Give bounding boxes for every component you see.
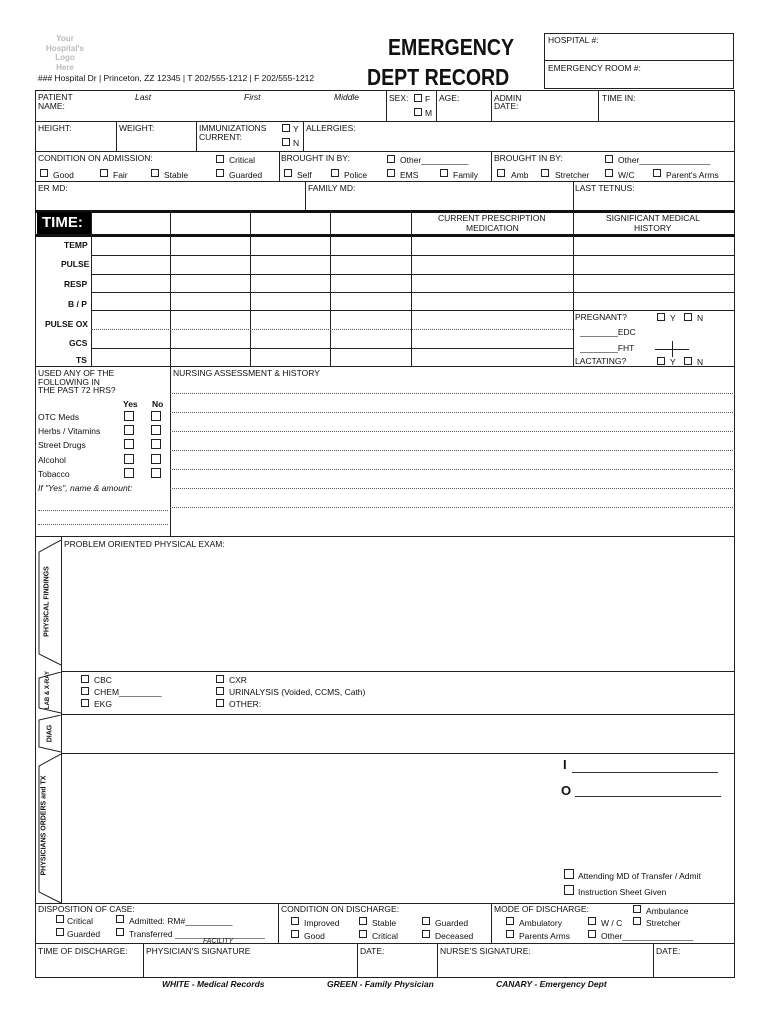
footer-canary-copy: CANARY - Emergency Dept <box>496 979 607 989</box>
dispo-guarded-checkbox[interactable] <box>56 928 64 936</box>
date-label: DATE: <box>360 946 385 956</box>
cbc-label: CBC <box>94 675 112 685</box>
critical-discharge-checkbox[interactable] <box>359 930 367 938</box>
admin-date-label: DATE: <box>494 101 519 111</box>
ambulatory-label: Ambulatory <box>519 918 562 928</box>
lactating-label: LACTATING? <box>575 356 627 366</box>
parents-arms-discharge-label: Parents Arms <box>519 931 571 941</box>
other-lab-checkbox[interactable] <box>216 699 224 707</box>
pregnant-y-label: Y <box>670 313 676 323</box>
sex-m-label: M <box>425 108 433 118</box>
height-label: HEIGHT: <box>38 123 72 133</box>
disposition-label: DISPOSITION OF CASE: <box>38 904 135 914</box>
herbs-no-checkbox[interactable] <box>151 425 161 435</box>
output-label: O <box>561 783 572 798</box>
sex-f-label: F <box>425 94 431 104</box>
footer-green-copy: GREEN - Family Physician <box>327 979 434 989</box>
fair-label: Fair <box>113 170 128 180</box>
logo-line: Hospital's <box>46 43 84 53</box>
dispo-critical-checkbox[interactable] <box>56 915 64 923</box>
diag-tab-label: DIAG <box>46 724 54 743</box>
other2-label: Other_______________ <box>618 155 711 165</box>
self-checkbox[interactable] <box>284 169 292 177</box>
improved-checkbox[interactable] <box>291 917 299 925</box>
alcohol-no-checkbox[interactable] <box>151 454 161 464</box>
ts-label: TS <box>76 355 87 365</box>
tobacco-label: Tobacco <box>38 469 70 479</box>
parents-arms-label: Parent's Arms <box>666 170 719 180</box>
immun-y-label: Y <box>293 124 299 134</box>
critical-discharge-label: Critical <box>372 931 398 941</box>
time-in-label: TIME IN: <box>602 93 636 103</box>
immunizations-label: CURRENT: <box>199 132 242 142</box>
fht-label: ________FHT <box>580 343 635 353</box>
fair-checkbox[interactable] <box>100 169 108 177</box>
sex-f-checkbox[interactable] <box>414 94 422 102</box>
history-header: SIGNIFICANT MEDICAL <box>606 213 700 223</box>
dispo-critical-label: Critical <box>67 916 93 926</box>
ambulance-checkbox[interactable] <box>633 905 641 913</box>
patient-label: NAME: <box>38 101 65 111</box>
allergies-label: ALLERGIES: <box>306 123 356 133</box>
good-discharge-label: Good <box>304 931 325 941</box>
herbs-yes-checkbox[interactable] <box>124 425 134 435</box>
admitted-checkbox[interactable] <box>116 915 124 923</box>
xray-tab-text: X-RAY <box>45 670 51 690</box>
yes-column-label: Yes <box>123 399 138 409</box>
wc-checkbox[interactable] <box>605 169 613 177</box>
edc-label: ________EDC <box>580 327 636 337</box>
condition-discharge-label: CONDITION ON DISCHARGE: <box>281 904 400 914</box>
chem-label: CHEM_________ <box>94 687 162 697</box>
stretcher-checkbox[interactable] <box>541 169 549 177</box>
urinalysis-label: URINALYSIS (Voided, CCMS, Cath) <box>229 687 366 697</box>
otc-yes-checkbox[interactable] <box>124 411 134 421</box>
facility-label: FACILITY <box>203 938 234 945</box>
physical-findings-tab-label: PHYSICAL FINDINGS <box>43 566 51 637</box>
logo-line: Here <box>56 62 74 72</box>
other2-checkbox[interactable] <box>605 155 613 163</box>
critical-label: Critical <box>229 155 255 165</box>
immun-n-label: N <box>293 138 300 148</box>
ekg-checkbox[interactable] <box>81 699 89 707</box>
pulse-ox-label: PULSE OX <box>45 319 88 329</box>
hospital-number-label: HOSPITAL #: <box>548 35 599 45</box>
other-discharge-checkbox[interactable] <box>588 930 596 938</box>
logo-line: Logo <box>55 53 75 63</box>
otc-no-checkbox[interactable] <box>151 411 161 421</box>
family-label: Family <box>453 170 479 180</box>
brought-in-by-label-2: BROUGHT IN BY: <box>494 153 563 163</box>
brought-in-by-label: BROUGHT IN BY: <box>281 153 350 163</box>
bp-label: B / P <box>68 299 87 309</box>
rx-header: MEDICATION <box>466 223 519 233</box>
alcohol-yes-checkbox[interactable] <box>124 454 134 464</box>
parents-arms-checkbox[interactable] <box>653 169 661 177</box>
attending-md-label: Attending MD of Transfer / Admit <box>578 871 701 881</box>
physician-signature-label: PHYSICIAN'S SIGNATURE <box>146 946 251 956</box>
gcs-label: GCS <box>69 338 88 348</box>
last-name-label: Last <box>135 92 152 102</box>
ems-label: EMS <box>400 170 419 180</box>
admin-date-label: ADMIN <box>494 93 522 103</box>
critical-checkbox[interactable] <box>216 155 224 163</box>
physicians-orders-tab-label: PHYSICIANS ORDERS and TX <box>40 775 48 876</box>
rx-header: CURRENT PRESCRIPTION <box>438 213 546 223</box>
street-no-checkbox[interactable] <box>151 439 161 449</box>
lab-xray-tab-label <box>45 670 51 710</box>
otc-meds-label: OTC Meds <box>38 412 80 422</box>
stretcher-discharge-checkbox[interactable] <box>633 917 641 925</box>
family-checkbox[interactable] <box>440 169 448 177</box>
intake-label: I <box>563 757 567 772</box>
guarded-checkbox[interactable] <box>216 169 224 177</box>
age-label: AGE: <box>439 93 460 103</box>
physicians-orders-tab <box>35 754 62 904</box>
middle-name-label: Middle <box>334 92 360 102</box>
time-of-discharge-label: TIME OF DISCHARGE: <box>38 946 128 956</box>
ambulatory-checkbox[interactable] <box>506 917 514 925</box>
stretcher-discharge-label: Stretcher <box>646 918 681 928</box>
alcohol-label: Alcohol <box>38 455 66 465</box>
sex-m-checkbox[interactable] <box>414 108 422 116</box>
stretcher-label: Stretcher <box>555 170 590 180</box>
date-label-2: DATE: <box>656 946 681 956</box>
improved-label: Improved <box>304 918 340 928</box>
stable-discharge-checkbox[interactable] <box>359 917 367 925</box>
condition-admission-label: CONDITION ON ADMISSION: <box>38 153 153 163</box>
street-drugs-label: Street Drugs <box>38 440 86 450</box>
guarded-label: Guarded <box>229 170 263 180</box>
cxr-label: CXR <box>229 675 247 685</box>
instruction-sheet-checkbox[interactable] <box>564 885 574 895</box>
lab-tab-text: LAB & <box>45 690 51 710</box>
nursing-assessment-label: NURSING ASSESSMENT & HISTORY <box>173 368 320 378</box>
stable-label: Stable <box>164 170 189 180</box>
self-label: Self <box>297 170 312 180</box>
amb-label: Amb <box>511 170 529 180</box>
wc-discharge-checkbox[interactable] <box>588 917 596 925</box>
immunizations-label: IMMUNIZATIONS <box>199 123 267 133</box>
used-any-label: THE PAST 72 HRS? <box>38 385 116 395</box>
pulse-label: PULSE <box>61 259 90 269</box>
form-title-line2: DEPT RECORD <box>367 64 510 90</box>
other-discharge-label: Other_______________ <box>601 931 694 941</box>
other-label: Other__________ <box>400 155 469 165</box>
good-discharge-checkbox[interactable] <box>291 930 299 938</box>
urinalysis-checkbox[interactable] <box>216 687 224 695</box>
last-tetnus-label: LAST TETNUS: <box>575 183 635 193</box>
other-lab-label: OTHER: <box>229 699 262 709</box>
tobacco-no-checkbox[interactable] <box>151 468 161 478</box>
ems-checkbox[interactable] <box>387 169 395 177</box>
lactating-y-label: Y <box>670 357 676 367</box>
parents-arms-discharge-checkbox[interactable] <box>506 930 514 938</box>
transferred-checkbox[interactable] <box>116 928 124 936</box>
pregnant-y-checkbox[interactable] <box>657 313 665 321</box>
weight-label: WEIGHT: <box>119 123 155 133</box>
other-checkbox[interactable] <box>387 155 395 163</box>
temp-label: TEMP <box>64 240 88 250</box>
if-yes-label: If "Yes", name & amount: <box>38 483 133 493</box>
police-checkbox[interactable] <box>331 169 339 177</box>
hospital-address: ### Hospital Dr | Princeton, ZZ 12345 | T 202/555-1212 | F 202/555-1212 <box>38 73 315 83</box>
patient-label: PATIENT <box>38 92 73 102</box>
attending-md-checkbox[interactable] <box>564 869 574 879</box>
stable-checkbox[interactable] <box>151 169 159 177</box>
police-label: Police <box>344 170 368 180</box>
instruction-sheet-label: Instruction Sheet Given <box>578 887 667 897</box>
herbs-label: Herbs / Vitamins <box>38 426 101 436</box>
tobacco-yes-checkbox[interactable] <box>124 468 134 478</box>
lactating-n-checkbox[interactable] <box>684 357 692 365</box>
guarded-discharge-checkbox[interactable] <box>422 917 430 925</box>
er-room-label: EMERGENCY ROOM #: <box>548 63 641 73</box>
nurse-signature-label: NURSE'S SIGNATURE: <box>440 946 531 956</box>
first-name-label: First <box>244 92 261 102</box>
cbc-checkbox[interactable] <box>81 675 89 683</box>
time-label: TIME: <box>42 214 83 231</box>
immun-n-checkbox[interactable] <box>282 138 290 146</box>
amb-checkbox[interactable] <box>497 169 505 177</box>
guarded-discharge-label: Guarded <box>435 918 469 928</box>
street-yes-checkbox[interactable] <box>124 439 134 449</box>
no-column-label: No <box>152 399 164 409</box>
pregnant-n-checkbox[interactable] <box>684 313 692 321</box>
good-checkbox[interactable] <box>40 169 48 177</box>
form-title-line1: EMERGENCY <box>388 34 515 60</box>
dispo-guarded-label: Guarded <box>67 929 101 939</box>
ekg-label: EKG <box>94 699 112 709</box>
used-any-label: FOLLOWING IN <box>38 377 100 387</box>
transferred-label: Transferred ___________________ <box>129 929 265 939</box>
admitted-label: Admitted: RM#__________ <box>129 916 233 926</box>
logo-line: Your <box>56 34 74 43</box>
physical-exam-label: PROBLEM ORIENTED PHYSICAL EXAM: <box>64 539 225 549</box>
history-header: HISTORY <box>634 223 672 233</box>
logo-text <box>40 34 90 72</box>
deceased-label: Deceased <box>435 931 474 941</box>
deceased-checkbox[interactable] <box>422 930 430 938</box>
pregnant-n-label: N <box>697 313 704 323</box>
stable-discharge-label: Stable <box>372 918 397 928</box>
wc-discharge-label: W / C <box>601 918 623 928</box>
sex-label: SEX: <box>389 93 409 103</box>
wc-label: W/C <box>618 170 635 180</box>
family-md-label: FAMILY MD: <box>308 183 356 193</box>
mode-discharge-label: MODE OF DISCHARGE: <box>494 904 589 914</box>
ambulance-label: Ambulance <box>646 906 689 916</box>
er-md-label: ER MD: <box>38 183 68 193</box>
footer-white-copy: WHITE - Medical Records <box>162 979 265 989</box>
resp-label: RESP <box>64 279 88 289</box>
chem-checkbox[interactable] <box>81 687 89 695</box>
pregnant-label: PREGNANT? <box>575 312 627 322</box>
immun-y-checkbox[interactable] <box>282 124 290 132</box>
good-label: Good <box>53 170 74 180</box>
used-any-label: USED ANY OF THE <box>38 368 115 378</box>
lactating-n-label: N <box>697 357 704 367</box>
cxr-checkbox[interactable] <box>216 675 224 683</box>
lactating-y-checkbox[interactable] <box>657 357 665 365</box>
